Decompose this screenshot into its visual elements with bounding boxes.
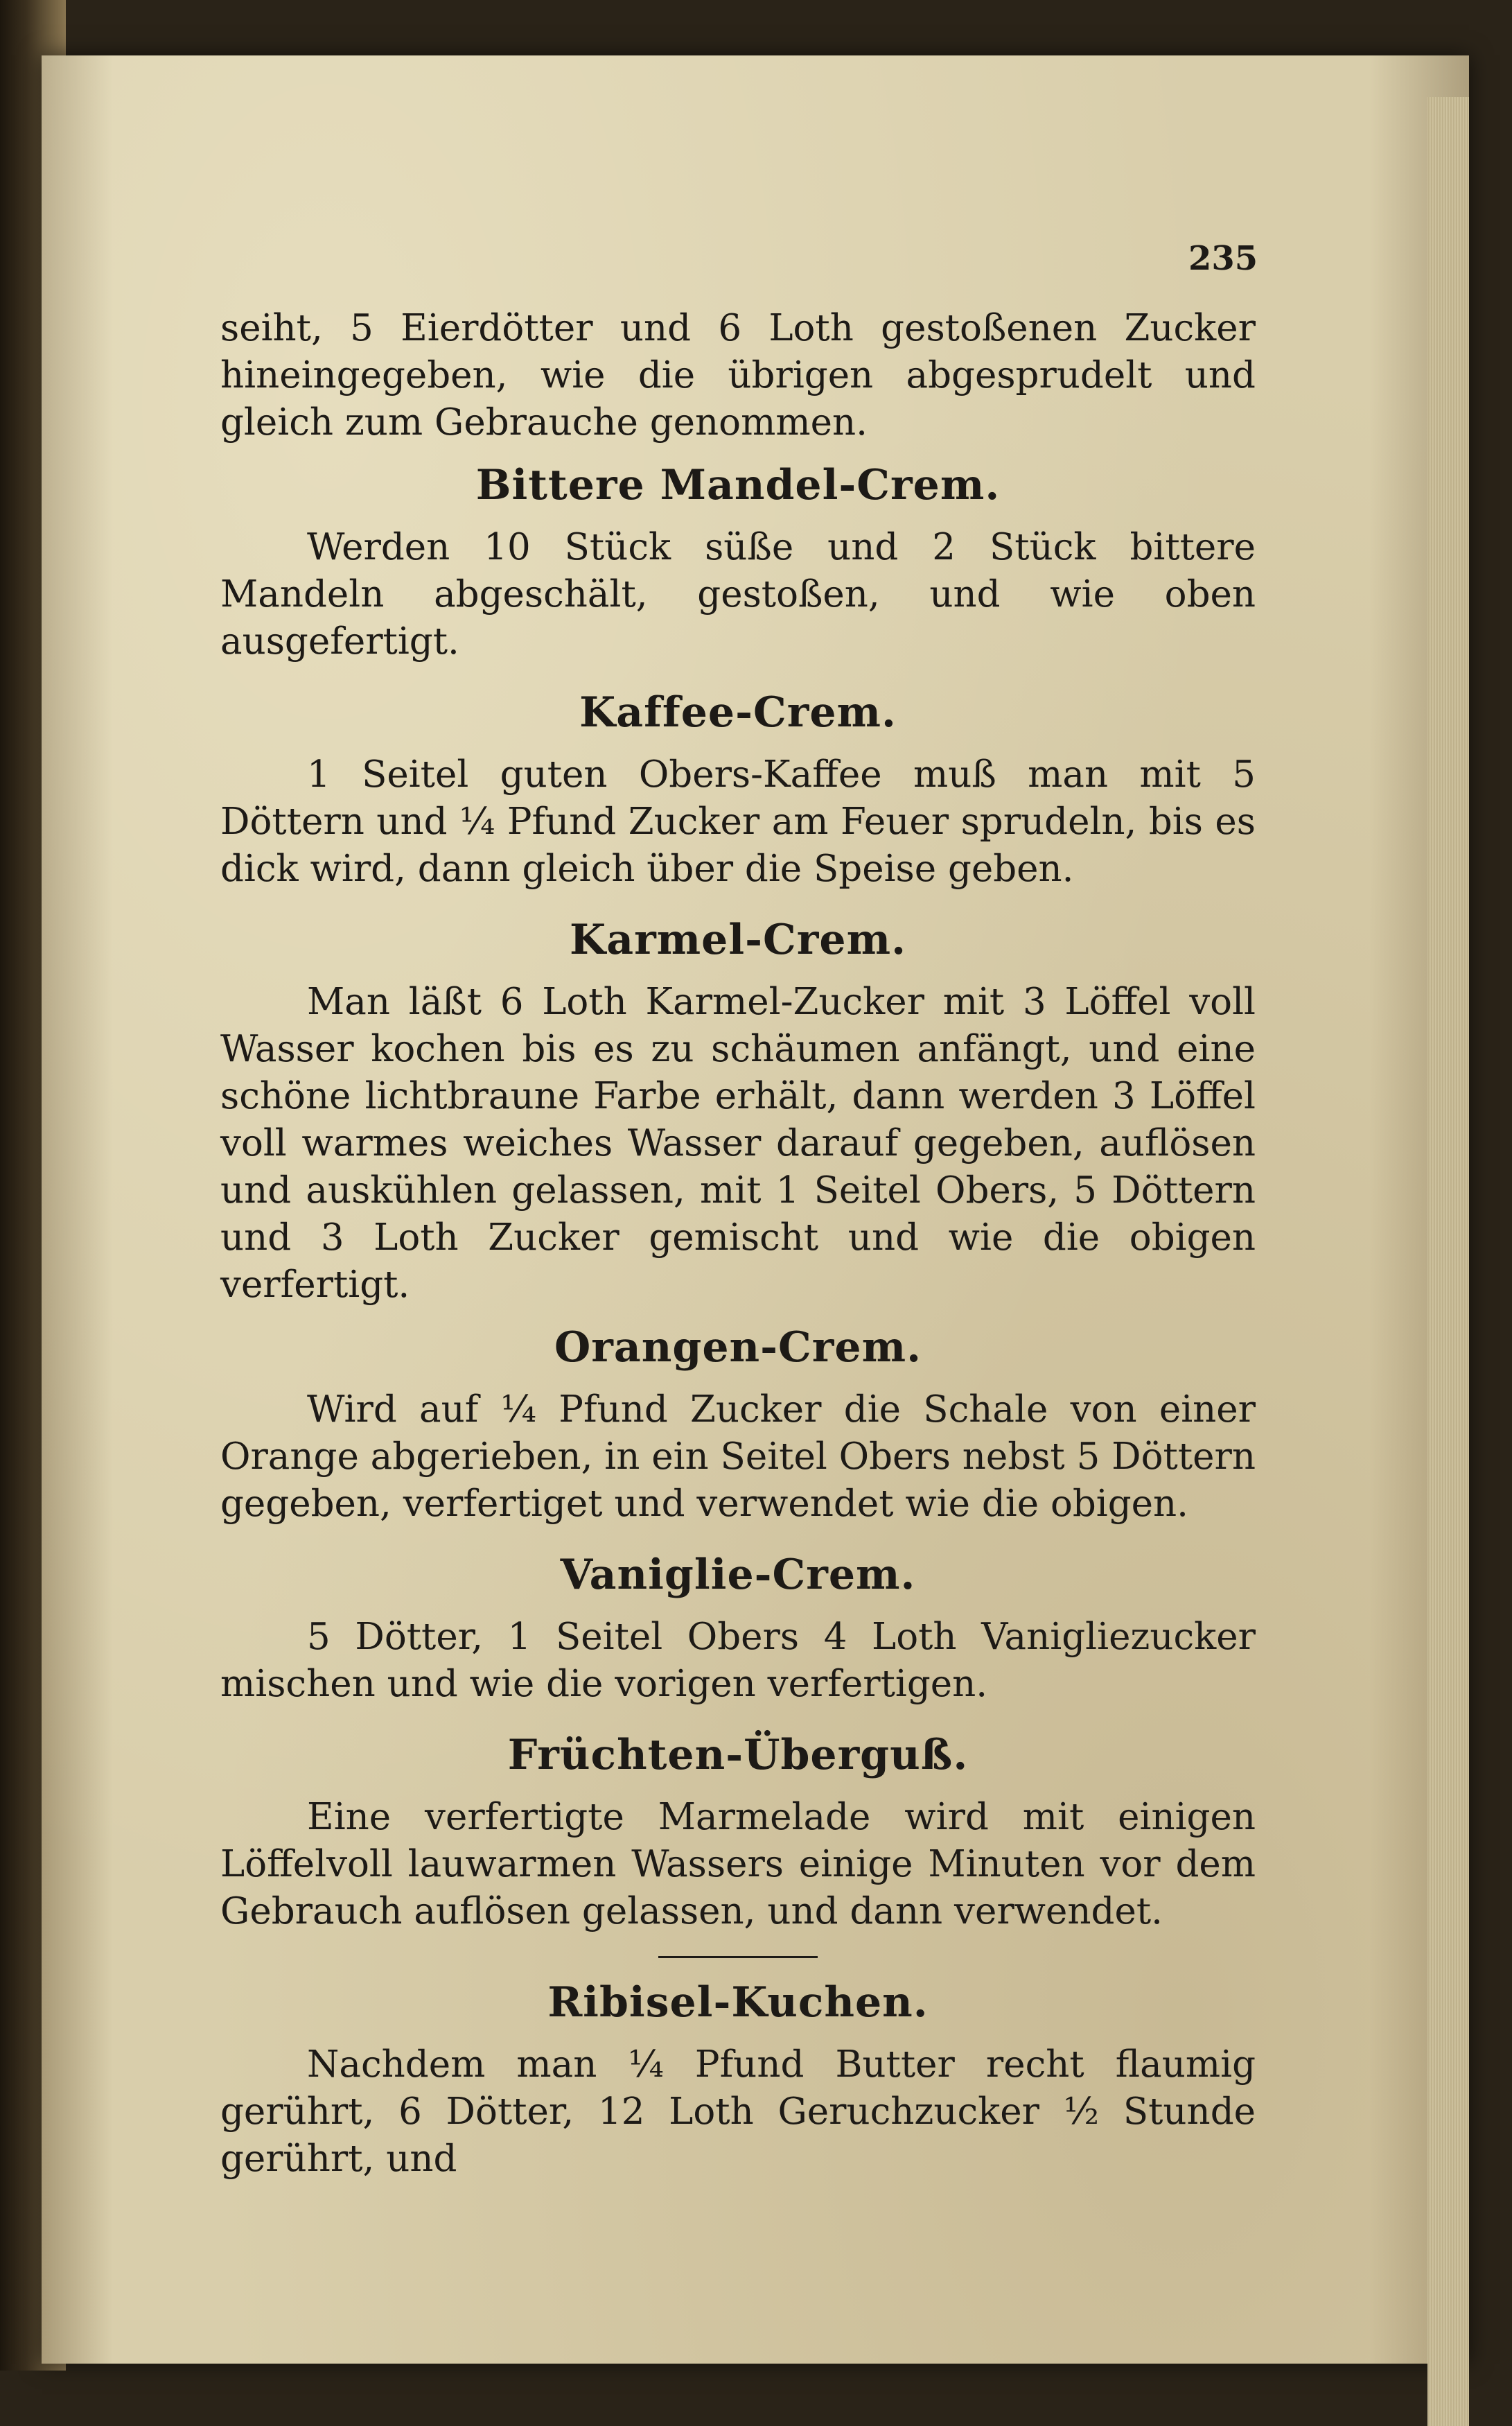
section-text-bittere-mandel-crem: Werden 10 Stück süße und 2 Stück bittere Mandeln abgeschält, gestoßen, und wie oben ausgefertigt. <box>220 526 1256 663</box>
page-text <box>220 305 1256 2183</box>
section-text-orangen-crem: Wird auf ¼ Pfund Zucker die Schale von einer Orange abgerieben, in ein Seitel Obers nebst 5 Döttern gegeben, verfertiget und verwendet wie die obigen. <box>220 1388 1256 1525</box>
page-number: 235 <box>1188 239 1258 278</box>
intro-paragraph: seiht, 5 Eierdötter und 6 Loth gestoßenen Zucker hineingegeben, wie die übrigen abgesprudelt und gleich zum Gebrauche genommen. <box>220 307 1256 444</box>
section-title-kaffee-crem: Kaffee-Crem. <box>579 688 897 737</box>
section-text-karmel-crem: Man läßt 6 Loth Karmel-Zucker mit 3 Löffel voll Wasser kochen bis es zu schäumen anfängt, und eine schöne lichtbraune Farbe erhält, dann werden 3 Löffel voll warmes weiches Wasser darauf gegeben, auflösen und auskühlen gelassen, mit 1 Seitel Obers, 5 Döttern und 3 Loth Zucker gemischt und wie die obigen verfertigt. <box>220 981 1256 1306</box>
section-text-kaffee-crem: 1 Seitel guten Obers-Kaffee muß man mit 5 Döttern und ¼ Pfund Zucker am Feuer sprudeln, bis es dick wird, dann gleich über die Speise geben. <box>220 753 1256 890</box>
page-stack-edge <box>1427 97 1469 2426</box>
section-divider-rule <box>658 1956 818 1958</box>
section-title-fruechten-ueberguss: Früchten-Überguß. <box>507 1731 969 1779</box>
section-title-karmel-crem: Karmel-Crem. <box>570 916 906 964</box>
section-text-vaniglie-crem: 5 Dötter, 1 Seitel Obers 4 Loth Vanigliezucker mischen und wie die vorigen verfertigen. <box>220 1616 1256 1705</box>
section-title-ribisel-kuchen: Ribisel-Kuchen. <box>547 1978 929 2027</box>
section-title-orangen-crem: Orangen-Crem. <box>554 1323 922 1372</box>
section-text-fruechten-ueberguss: Eine verfertigte Marmelade wird mit einigen Löffelvoll lauwarmen Wassers einige Minuten vor dem Gebrauch auflösen gelassen, und dann verwendet. <box>220 1796 1256 1932</box>
section-text-ribisel-kuchen: Nachdem man ¼ Pfund Butter recht flaumig gerührt, 6 Dötter, 12 Loth Geruchzucker ½ Stunde gerührt, und <box>220 2043 1256 2180</box>
section-title-vaniglie-crem: Vaniglie-Crem. <box>560 1551 916 1599</box>
section-title-bittere-mandel-crem: Bittere Mandel-Crem. <box>475 461 1001 509</box>
